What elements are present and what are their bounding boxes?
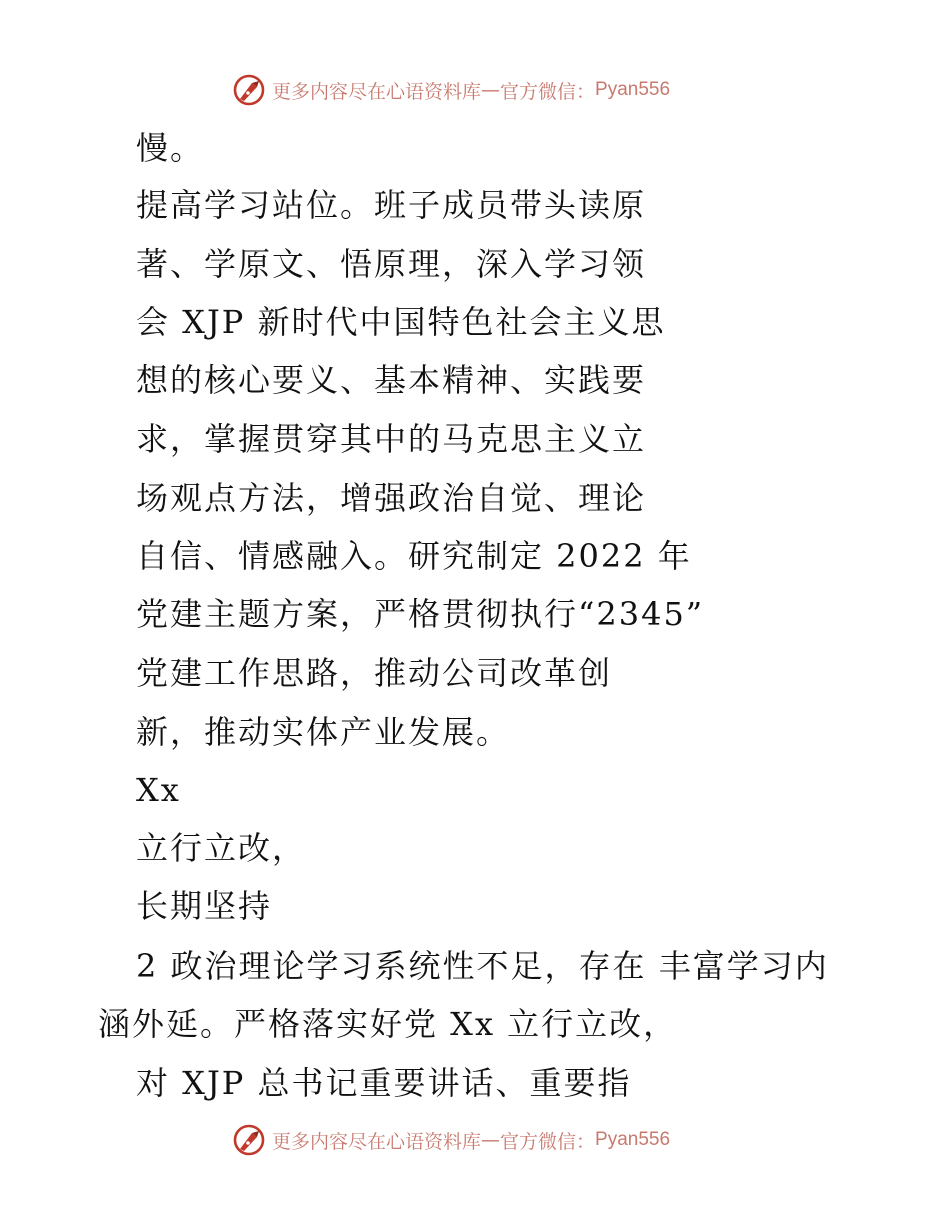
body-line: 对 XJP 总书记重要讲话、重要指 (136, 1064, 632, 1102)
footer-watermark (232, 1122, 670, 1158)
watermark-account: Pyan556 (595, 79, 671, 100)
header-watermark (232, 72, 670, 108)
body-line: 会 XJP 新时代中国特色社会主义思 (136, 303, 666, 341)
watermark-separator: — (481, 1129, 501, 1151)
watermark-separator: — (481, 79, 501, 101)
watermark-channel: 官方微信： (500, 80, 596, 103)
pen-nib-logo-icon (232, 73, 266, 107)
watermark-channel: 官方微信： (500, 1130, 596, 1153)
body-line: 场观点方法，增强政治自觉、理论 (136, 479, 647, 517)
body-line: 涵外延。严格落实好党 Xx 立行立改， (98, 1005, 678, 1043)
body-line: 立行立改， (136, 829, 307, 867)
pen-nib-logo-icon (232, 1123, 266, 1157)
body-line: 党建主题方案，严格贯彻执行“2345” (136, 595, 705, 633)
body-line: 慢。 (136, 129, 205, 167)
body-line: 著、学原文、悟原理，深入学习领 (136, 245, 647, 283)
body-line: 党建工作思路，推动公司改革创 (136, 654, 613, 692)
watermark-account: Pyan556 (595, 1129, 671, 1150)
watermark-brand: 更多内容尽在心语资料库 (272, 1130, 482, 1153)
body-line: 2 政治理论学习系统性不足，存在 丰富学习内 (136, 947, 829, 985)
body-line: Xx (136, 771, 181, 809)
body-line: 想的核心要义、基本精神、实践要 (136, 361, 647, 399)
body-line: 提高学习站位。班子成员带头读原 (136, 186, 647, 224)
watermark-brand: 更多内容尽在心语资料库 (272, 80, 482, 103)
body-line: 自信、情感融入。研究制定 2022 年 (136, 537, 692, 575)
body-line: 长期坚持 (136, 887, 273, 925)
body-line: 新，推动实体产业发展。 (136, 713, 511, 751)
body-line: 求，掌握贯穿其中的马克思主义立 (136, 420, 647, 458)
